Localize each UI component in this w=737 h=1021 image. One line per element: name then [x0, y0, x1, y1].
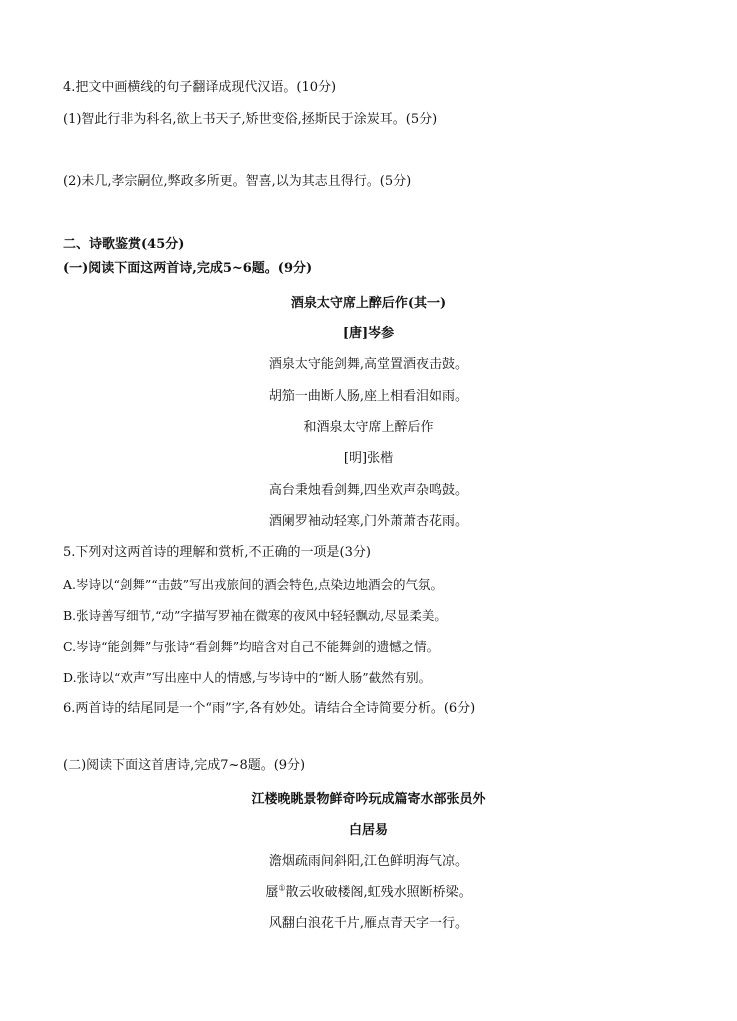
poem-3-line-2-rest: 散云收破楼阁,虹残水照断桥梁。 [285, 885, 472, 900]
question-6-stem: 6.两首诗的结尾同是一个“雨”字,各有妙处。请结合全诗简要分析。(6分) [63, 701, 476, 716]
question-5-option-b: B.张诗善写细节,“动”字描写罗袖在微寒的夜风中轻轻飘动,尽显柔美。 [63, 608, 447, 623]
question-5-option-d: D.张诗以“欢声”写出座中人的情感,与岑诗中的“断人肠”截然有别。 [63, 670, 432, 685]
question-5-option-c: C.岑诗“能剑舞”与张诗“看剑舞”均暗含对自己不能舞剑的遗憾之情。 [63, 639, 440, 654]
question-4-item-2: (2)未几,孝宗嗣位,弊政多所更。智喜,以为其志且得行。(5分) [63, 174, 412, 189]
poem-3-author: 白居易 [348, 823, 388, 838]
poem-1-line-2: 胡笳一曲断人肠,座上相看泪如雨。 [268, 389, 469, 404]
part-1-instruction: (一)阅读下面这两首诗,完成5~6题。(9分) [63, 261, 313, 276]
question-5-option-a: A.岑诗以“剑舞”“击鼓”写出戎旅间的酒会特色,点染边地酒会的气氛。 [63, 577, 444, 592]
annotated-char: 蜃 [265, 885, 279, 900]
footnote-marker: ① [278, 883, 286, 893]
poem-3-line-2 [0, 884, 737, 902]
part-2-instruction: (二)阅读下面这首唐诗,完成7~8题。(9分) [63, 758, 306, 773]
poem-2-line-1: 高台秉烛看剑舞,四坐欢声杂鸣鼓。 [268, 483, 469, 498]
poem-2-title: 和酒泉太守席上醉后作 [303, 420, 434, 435]
poem-1-title: 酒泉太守席上醉后作(其一) [290, 296, 447, 311]
poem-2-author: [明]张楷 [343, 451, 394, 466]
poem-2-line-2: 酒阑罗袖动轻寒,门外萧萧杏花雨。 [268, 514, 469, 529]
question-5-stem: 5.下列对这两首诗的理解和赏析,不正确的一项是(3分) [63, 545, 371, 560]
poem-3-line-3: 风翻白浪花千片,雁点青天字一行。 [268, 916, 469, 931]
question-4-item-1: (1)智此行非为科名,欲上书天子,矫世变俗,拯斯民于涂炭耳。(5分) [63, 112, 438, 127]
poem-1-author: [唐]岑参 [342, 326, 395, 341]
section-2-heading: 二、诗歌鉴赏(45分) [63, 237, 185, 252]
poem-3-line-1: 澹烟疏雨间斜阳,江色鲜明海气凉。 [268, 854, 469, 869]
question-4-stem: 4.把文中画横线的句子翻译成现代汉语。(10分) [63, 80, 337, 95]
poem-3-title: 江楼晚眺景物鲜奇吟玩成篇寄水部张员外 [251, 792, 486, 807]
poem-1-line-1: 酒泉太守能剑舞,高堂置酒夜击鼓。 [268, 357, 469, 372]
